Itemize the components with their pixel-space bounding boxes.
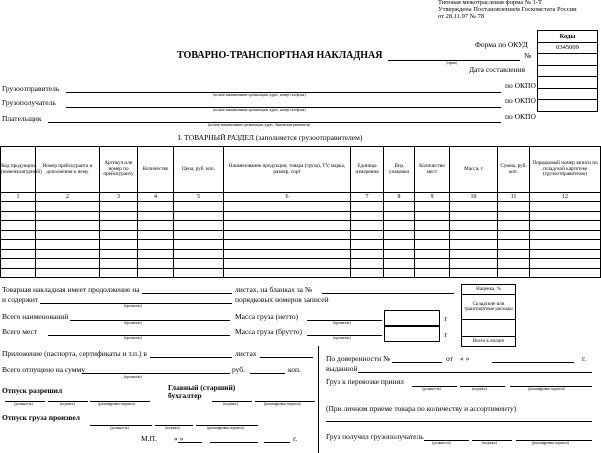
goods-table: [0, 146, 601, 278]
release-month-line[interactable]: [210, 442, 258, 443]
table-cell[interactable]: [384, 230, 415, 240]
table-cell[interactable]: [224, 211, 351, 221]
form-approval-line: Утверждена Постановлением Госкомстата России: [438, 5, 577, 13]
issued-label: выданной: [326, 364, 358, 373]
table-row: [1, 221, 601, 231]
section-title: I. ТОВАРНЫЙ РАЗДЕЛ (заполняется грузоотправителем): [178, 133, 363, 142]
receiver-label: Грузополучатель: [2, 98, 56, 107]
table-header-row: [1, 147, 601, 193]
okpo-label-payer: по ОКПО: [505, 112, 536, 121]
col-header: Сумма, руб. коп.: [498, 147, 530, 193]
table-cell[interactable]: [224, 259, 351, 269]
table-row: [1, 259, 601, 269]
table-cell[interactable]: [36, 221, 100, 231]
series-hint: (серия): [446, 61, 458, 65]
words-hint: (прописью): [124, 375, 142, 379]
doc-title: ТОВАРНО-ТРАНСПОРТНАЯ НАКЛАДНАЯ: [177, 50, 383, 61]
table-cell[interactable]: [224, 230, 351, 240]
table-cell[interactable]: [351, 259, 384, 269]
table-cell[interactable]: [1, 240, 36, 250]
position-hint: (должность): [422, 387, 441, 391]
table-cell[interactable]: [351, 240, 384, 250]
doc-number-cell[interactable]: [538, 54, 598, 66]
col-header: Наименование продукции, товара (груза), ТУ, марка, размер, сорт: [224, 147, 351, 193]
table-cell[interactable]: [384, 202, 415, 212]
col-header: Количество мест: [415, 147, 450, 193]
col-number: 12: [530, 193, 601, 202]
table-cell[interactable]: [1, 268, 36, 278]
table-cell[interactable]: [450, 230, 498, 240]
proxy-number-line[interactable]: [392, 362, 442, 363]
col-number: 2: [36, 193, 100, 202]
decode-hint: (расшифровка подписи): [207, 426, 244, 430]
table-cell[interactable]: [351, 230, 384, 240]
stamp-label: М.П.: [141, 434, 157, 443]
table-cell[interactable]: [530, 211, 601, 221]
table-row: [1, 230, 601, 240]
col-number: 1: [1, 193, 36, 202]
table-cell[interactable]: [450, 202, 498, 212]
attachment-label: Приложение (паспорта, сертификаты и т.п.) в: [2, 349, 147, 358]
table-cell[interactable]: [498, 259, 530, 269]
from-label: от: [446, 354, 453, 363]
table-cell[interactable]: [224, 221, 351, 231]
mass-net-label: Масса груза (нетто): [235, 312, 299, 321]
table-cell[interactable]: [351, 249, 384, 259]
attachment-line[interactable]: [150, 357, 232, 358]
col-number: 10: [450, 193, 498, 202]
serial-records-label: порядковых номеров записей: [235, 295, 329, 304]
release-year-line[interactable]: [264, 442, 290, 443]
table-cell[interactable]: [100, 221, 138, 231]
warehouse-label: Складские или транспортные расходы: [462, 295, 516, 320]
table-cell[interactable]: [530, 202, 601, 212]
col-number: 9: [415, 193, 450, 202]
col-number: 11: [498, 193, 530, 202]
position-hint: (должность): [432, 441, 451, 445]
date-label: Дата составления: [469, 65, 526, 74]
kop-label: коп.: [288, 365, 301, 374]
table-cell[interactable]: [1, 202, 36, 212]
table-cell[interactable]: [498, 202, 530, 212]
table-cell[interactable]: [36, 202, 100, 212]
table-cell[interactable]: [174, 268, 224, 278]
col-number: 7: [351, 193, 384, 202]
col-number: 5: [174, 193, 224, 202]
sheets-line[interactable]: [260, 357, 313, 358]
column-number-row: [1, 193, 601, 202]
words-hint: (прописью): [124, 304, 142, 308]
table-cell[interactable]: [530, 240, 601, 250]
footer-divider: [318, 346, 319, 453]
table-cell[interactable]: [36, 249, 100, 259]
table-cell[interactable]: [174, 211, 224, 221]
table-cell[interactable]: [174, 202, 224, 212]
table-cell[interactable]: [100, 249, 138, 259]
form-type-note: [438, 0, 577, 20]
payer-hint: (полное наименование организации, адрес, банковские реквизиты): [208, 123, 311, 127]
released-sum-label: Всего отпущено на сумму: [2, 365, 86, 374]
table-row: [1, 202, 601, 212]
table-cell[interactable]: [530, 230, 601, 240]
release-made-label: Отпуск груза произвел: [2, 413, 80, 422]
col-header: Цена, руб. коп.: [174, 147, 224, 193]
table-cell[interactable]: [174, 249, 224, 259]
table-cell[interactable]: [36, 240, 100, 250]
table-cell[interactable]: [450, 259, 498, 269]
table-cell[interactable]: [530, 249, 601, 259]
col-header: Количество: [138, 147, 174, 193]
signature-hint: (подпись): [223, 402, 238, 406]
table-cell[interactable]: [351, 211, 384, 221]
date-quotes: « »: [174, 434, 184, 443]
col-number: 3: [100, 193, 138, 202]
table-cell[interactable]: [174, 259, 224, 269]
payer-label: Плательщик: [2, 114, 42, 123]
markup-empty-cell[interactable]: [462, 320, 516, 337]
table-row: [1, 211, 601, 221]
codes-title: Коды: [538, 31, 598, 43]
col-header: Артикул или номер по прейскуранту: [100, 147, 138, 193]
no-label: №: [524, 51, 532, 60]
table-cell[interactable]: [138, 230, 174, 240]
markup-table: [461, 284, 516, 347]
proxy-label: По доверенности №: [326, 354, 391, 363]
position-hint: (должность): [14, 402, 33, 406]
table-cell[interactable]: [450, 240, 498, 250]
cargo-received-label: Груз получил грузополучатель: [326, 432, 424, 441]
words-hint: (прописью): [124, 321, 142, 325]
accept-note: (При личном приеме товара по количеству и ассортименту): [326, 404, 517, 413]
receiver-hint: (полное наименование организации, адрес, номер телефона): [213, 108, 306, 112]
total-pay-label: Всего к оплате: [462, 337, 516, 347]
table-cell[interactable]: [450, 221, 498, 231]
table-cell[interactable]: [498, 221, 530, 231]
unit-t: т: [444, 330, 448, 339]
table-cell[interactable]: [450, 249, 498, 259]
signature-hint: (подпись): [165, 426, 180, 430]
table-cell[interactable]: [138, 259, 174, 269]
form-type-line: Типовая межотраслевая форма № 1-Т: [438, 0, 542, 6]
table-cell[interactable]: [138, 268, 174, 278]
table-cell[interactable]: [36, 268, 100, 278]
table-cell[interactable]: [36, 230, 100, 240]
table-cell[interactable]: [1, 211, 36, 221]
table-cell[interactable]: [138, 240, 174, 250]
table-cell[interactable]: [1, 221, 36, 231]
position-hint: (должность): [110, 426, 129, 430]
table-cell[interactable]: [351, 268, 384, 278]
table-cell[interactable]: [384, 240, 415, 250]
table-cell[interactable]: [530, 268, 601, 278]
table-cell[interactable]: [1, 230, 36, 240]
mass-net-box[interactable]: [384, 310, 440, 326]
sheets-label: листах: [235, 349, 257, 358]
words-hint: (прописью): [124, 336, 142, 340]
okud-label: Форма по ОКУД: [475, 40, 528, 49]
table-cell[interactable]: [138, 221, 174, 231]
col-number: 4: [138, 193, 174, 202]
table-cell[interactable]: [450, 268, 498, 278]
col-number: 8: [384, 193, 415, 202]
table-cell[interactable]: [415, 211, 450, 221]
total-names-line[interactable]: [70, 320, 230, 321]
year-label: г.: [582, 354, 587, 363]
rub-label: руб.: [232, 365, 245, 374]
col-header: Порядковый номер записи по складской картотеке (грузоотправителю): [530, 147, 601, 193]
table-cell[interactable]: [1, 249, 36, 259]
table-cell[interactable]: [498, 240, 530, 250]
okpo-payer-cell[interactable]: [538, 100, 598, 112]
table-cell[interactable]: [100, 259, 138, 269]
table-cell[interactable]: [1, 259, 36, 269]
total-places-label: Всего мест: [2, 327, 38, 336]
decode-hint: (расшифровка подписи): [532, 441, 569, 445]
table-cell[interactable]: [224, 240, 351, 250]
signature-hint: (подпись): [472, 387, 487, 391]
table-cell[interactable]: [530, 259, 601, 269]
table-cell[interactable]: [100, 268, 138, 278]
okpo-label-receiver: по ОКПО: [505, 96, 536, 105]
table-cell[interactable]: [498, 268, 530, 278]
contains-label: и содержит: [2, 295, 39, 304]
release-permit-label: Отпуск разрешил: [2, 386, 63, 395]
table-row: [1, 240, 601, 250]
words-hint: (прописью): [333, 336, 351, 340]
continuation-line[interactable]: [142, 293, 232, 294]
col-header: Единица измерения: [351, 147, 384, 193]
table-cell[interactable]: [36, 211, 100, 221]
col-header: Масса, т: [450, 147, 498, 193]
accept-note-line[interactable]: [326, 421, 592, 422]
mass-gross-label: Масса груза (брутто): [235, 327, 303, 336]
decode-hint: (расшифровка подписи): [264, 402, 301, 406]
issued-line[interactable]: [358, 372, 592, 373]
table-cell[interactable]: [450, 211, 498, 221]
table-cell[interactable]: [100, 211, 138, 221]
chief-accountant-label: Главный (старший) бухгалтер: [168, 383, 236, 401]
table-cell[interactable]: [384, 221, 415, 231]
unit-t: т: [444, 314, 448, 323]
table-cell[interactable]: [384, 268, 415, 278]
signature-hint: (подпись): [60, 402, 75, 406]
sheets-on-forms-label: листах, на бланках за №: [235, 285, 313, 294]
okpo-label-sender: по ОКПО: [505, 81, 536, 90]
table-cell[interactable]: [174, 230, 224, 240]
table-cell[interactable]: [138, 211, 174, 221]
col-header: Код продукции (номенклатурный): [1, 147, 36, 193]
table-cell[interactable]: [351, 202, 384, 212]
total-names-label: Всего наименований: [2, 312, 69, 321]
form-date-line: от 28.11.97 № 78: [438, 12, 485, 20]
words-hint: (прописью): [333, 321, 351, 325]
table-cell[interactable]: [384, 211, 415, 221]
table-cell[interactable]: [498, 230, 530, 240]
table-cell[interactable]: [138, 249, 174, 259]
released-sum-line[interactable]: [82, 373, 230, 374]
forms-line[interactable]: [322, 293, 454, 294]
table-cell[interactable]: [415, 259, 450, 269]
date-cell[interactable]: [538, 65, 598, 77]
table-cell[interactable]: [138, 202, 174, 212]
table-cell[interactable]: [224, 268, 351, 278]
okud-value[interactable]: 0345009: [538, 42, 598, 54]
table-cell[interactable]: [415, 230, 450, 240]
continuation-label: Товарная накладная имеет продолжение на: [2, 285, 140, 294]
okpo-sender-cell[interactable]: [538, 77, 598, 89]
table-cell[interactable]: [415, 221, 450, 231]
table-cell[interactable]: [415, 202, 450, 212]
col-header: Номер прейскуранта и дополнения к нему: [36, 147, 100, 193]
cargo-accepted-label: Груз к перевозке принял: [326, 377, 404, 386]
table-cell[interactable]: [100, 230, 138, 240]
sender-hint: (полное наименование организации, адрес, номер телефона): [213, 93, 306, 97]
col-number: 6: [224, 193, 351, 202]
table-cell[interactable]: [384, 259, 415, 269]
table-row: [1, 249, 601, 259]
table-cell[interactable]: [415, 240, 450, 250]
markup-label: Наценка, %: [462, 285, 516, 295]
table-cell[interactable]: [100, 240, 138, 250]
table-cell[interactable]: [384, 249, 415, 259]
table-body: [1, 202, 601, 278]
col-header: Вид упаковки: [384, 147, 415, 193]
table-cell[interactable]: [415, 249, 450, 259]
proxy-month-line[interactable]: [492, 362, 574, 363]
codes-table: [537, 30, 598, 112]
year-label: г.: [293, 434, 298, 443]
table-cell[interactable]: [224, 249, 351, 259]
table-cell[interactable]: [174, 240, 224, 250]
sender-label: Грузоотправитель: [2, 84, 60, 93]
table-cell[interactable]: [498, 249, 530, 259]
table-cell[interactable]: [174, 221, 224, 231]
table-cell[interactable]: [415, 268, 450, 278]
table-cell[interactable]: [100, 202, 138, 212]
signature-hint: (подпись): [482, 441, 497, 445]
table-cell[interactable]: [36, 259, 100, 269]
table-row: [1, 268, 601, 278]
release-day-line[interactable]: [178, 442, 202, 443]
table-cell[interactable]: [530, 221, 601, 231]
kop-line[interactable]: [250, 373, 285, 374]
table-cell[interactable]: [498, 211, 530, 221]
decode-hint: (расшифровка подписи): [528, 387, 565, 391]
mass-gross-box[interactable]: [384, 326, 440, 342]
decode-hint: (расшифровка подписи): [98, 402, 135, 406]
table-cell[interactable]: [351, 221, 384, 231]
table-cell[interactable]: [224, 202, 351, 212]
okpo-receiver-cell[interactable]: [538, 88, 598, 100]
proxy-date-quotes: « »: [460, 354, 470, 363]
